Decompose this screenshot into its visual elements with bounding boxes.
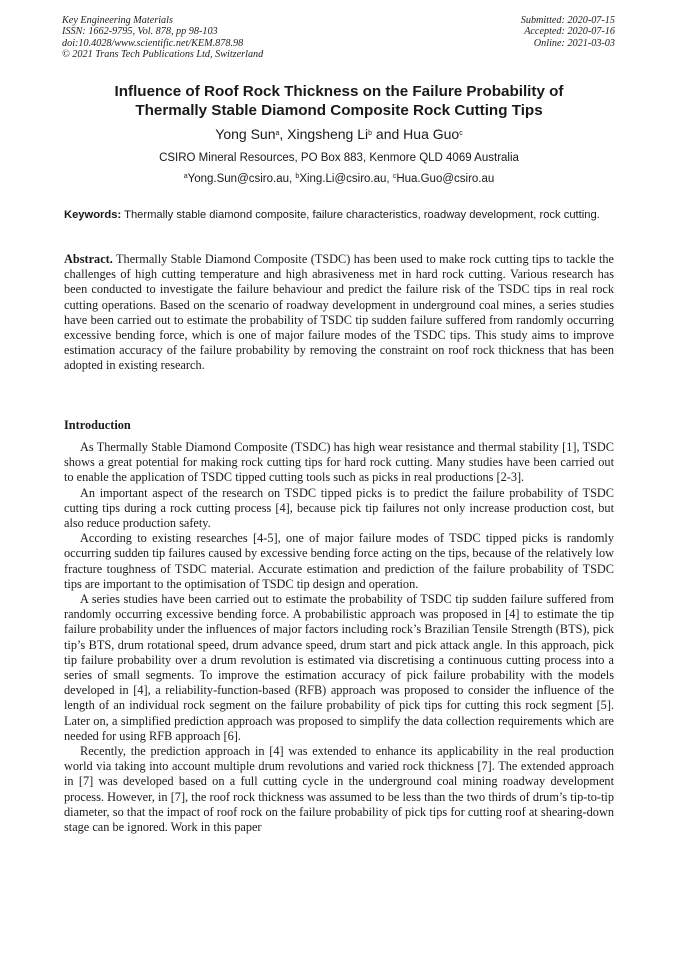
author-mark: b xyxy=(368,130,373,137)
author-name: Xingsheng Li xyxy=(287,126,369,142)
email-mark: c xyxy=(392,173,397,180)
abstract-label: Abstract. xyxy=(64,252,113,266)
introduction-heading: Introduction xyxy=(64,418,131,432)
keywords-block xyxy=(64,208,614,223)
author-name: Yong Sun xyxy=(215,126,276,142)
keywords-text: Thermally stable diamond composite, failure characteristics, roadway development, rock cutting. xyxy=(121,209,600,221)
author-mark: a xyxy=(275,130,280,137)
journal-name: Key Engineering Materials xyxy=(62,15,173,26)
paper-title xyxy=(40,82,638,120)
body-paragraph: An important aspect of the research on TSDC tipped picks is to predict the failure probability of TSDC cutting tips during a rock cutting process [4], because pick tip failures not only increase production cost, but also reduce production safety. xyxy=(64,485,614,531)
body-paragraph: A series studies have been carried out to estimate the probability of TSDC tip sudden failure suffered from randomly occurring excessive bending force. A probabilistic approach was proposed in [4] to estimate the tip failure probability under the influences of major factors including rock’s Brazilian Tensile Strength (BTS), pick tip’s BTS, drum rotational speed, drum advance speed, drum start and pick attack angle. In this approach, pick tip failure probability over a drum revolution is estimated via discretising a continuous cutting process into a series of small segments. To improve the estimation accuracy of pick failure probability with the models developed in [4], a reliability-function-based (RFB) approach was proposed to consider the influence of the length of an individual rock segment on the failure probability of pick tips for cutting this rock segment [5]. Later on, a simplified prediction approach was proposed to simplify the data collection requirements which are needed for using RFB approach [6]. xyxy=(64,592,614,743)
author-list xyxy=(40,126,638,143)
copyright-line: © 2021 Trans Tech Publications Ltd, Switzerland xyxy=(62,49,264,61)
online-date: Online: 2021-03-03 xyxy=(533,37,615,49)
email-separator: , xyxy=(386,173,393,185)
email-mark: a xyxy=(183,173,188,180)
accepted-date: Accepted: 2020-07-16 xyxy=(524,26,615,38)
body-paragraph: Recently, the prediction approach in [4] was extended to enhance its applicability in the real production world via taking into account multiple drum revolutions and varied rock thickness [7]. The extended approach in [7] was developed based on a full cutting cycle in the underground coal mining roadway development process. However, in [7], the roof rock thickness was assumed to be less than the two thirds of drum’s tip-to-tip diameter, so that the impact of roof rock on the failure probability of pick tips for cutting roof at shearing-down stage can be ignored. Work in this paper xyxy=(64,744,614,835)
issn-line: ISSN: 1662-9795, Vol. 878, pp 98-103 xyxy=(62,26,218,38)
doi-line: doi:10.4028/www.scientific.net/KEM.878.98 xyxy=(62,37,244,49)
submitted-date: Submitted: 2020-07-15 xyxy=(520,15,615,26)
author-separator: , xyxy=(279,126,288,142)
email-list xyxy=(40,172,638,186)
title-line: Influence of Roof Rock Thickness on the Failure Probability of xyxy=(114,83,564,100)
keywords-label: Keywords: xyxy=(64,209,122,221)
affiliation: CSIRO Mineral Resources, PO Box 883, Kenmore QLD 4069 Australia xyxy=(159,152,519,164)
email-address: Xing.Li@csiro.au xyxy=(299,173,387,185)
introduction-body xyxy=(64,440,614,835)
author-mark: c xyxy=(459,130,463,137)
abstract-block xyxy=(64,252,614,374)
email-separator: , xyxy=(289,173,296,185)
journal-header xyxy=(62,15,263,61)
author-separator: and xyxy=(372,126,404,142)
email-mark: b xyxy=(295,173,300,180)
body-paragraph: According to existing researches [4-5], one of major failure modes of TSDC tipped picks is randomly occurring sudden tip failures caused by excessive bending force acting on the tips, because of the relatively low fracture toughness of TSDC material. Accurate estimation and prediction of the failure probability of TSDC tips are important to the optimisation of TSDC tip design and operation. xyxy=(64,531,614,591)
title-line: Thermally Stable Diamond Composite Rock Cutting Tips xyxy=(135,102,543,119)
author-name: Hua Guo xyxy=(403,126,460,142)
body-paragraph: As Thermally Stable Diamond Composite (TSDC) has high wear resistance and thermal stability [1], TSDC shows a great potential for making rock cutting tips for hard rock cutting. Many studies have been carried out to enable the application of TSDC tipped cutting tools such as picks in real productions [2-3]. xyxy=(64,440,614,485)
dates-header xyxy=(521,15,615,49)
email-address: Hua.Guo@csiro.au xyxy=(396,173,495,185)
abstract-text: Thermally Stable Diamond Composite (TSDC) has been used to make rock cutting tips to tackle the challenges of high cutting temperature and high abrasiveness met in hard rock cutting. Various research has been conducted to investigate the failure behaviour and predict the failure risk of the TSDC tips in real rock cutting operations. Based on the scenario of roadway development in underground coal mines, a series studies have been carried out to estimate the probability of TSDC tip sudden failure suffered from randomly occurring excessive bending force, which is one of major failure modes of the TSDC tips. This study aims to improve estimation accuracy of the failure probability by removing the constraint on roof rock thickness that has been adopted in existing research. xyxy=(64,252,614,373)
email-address: Yong.Sun@csiro.au xyxy=(187,173,290,185)
